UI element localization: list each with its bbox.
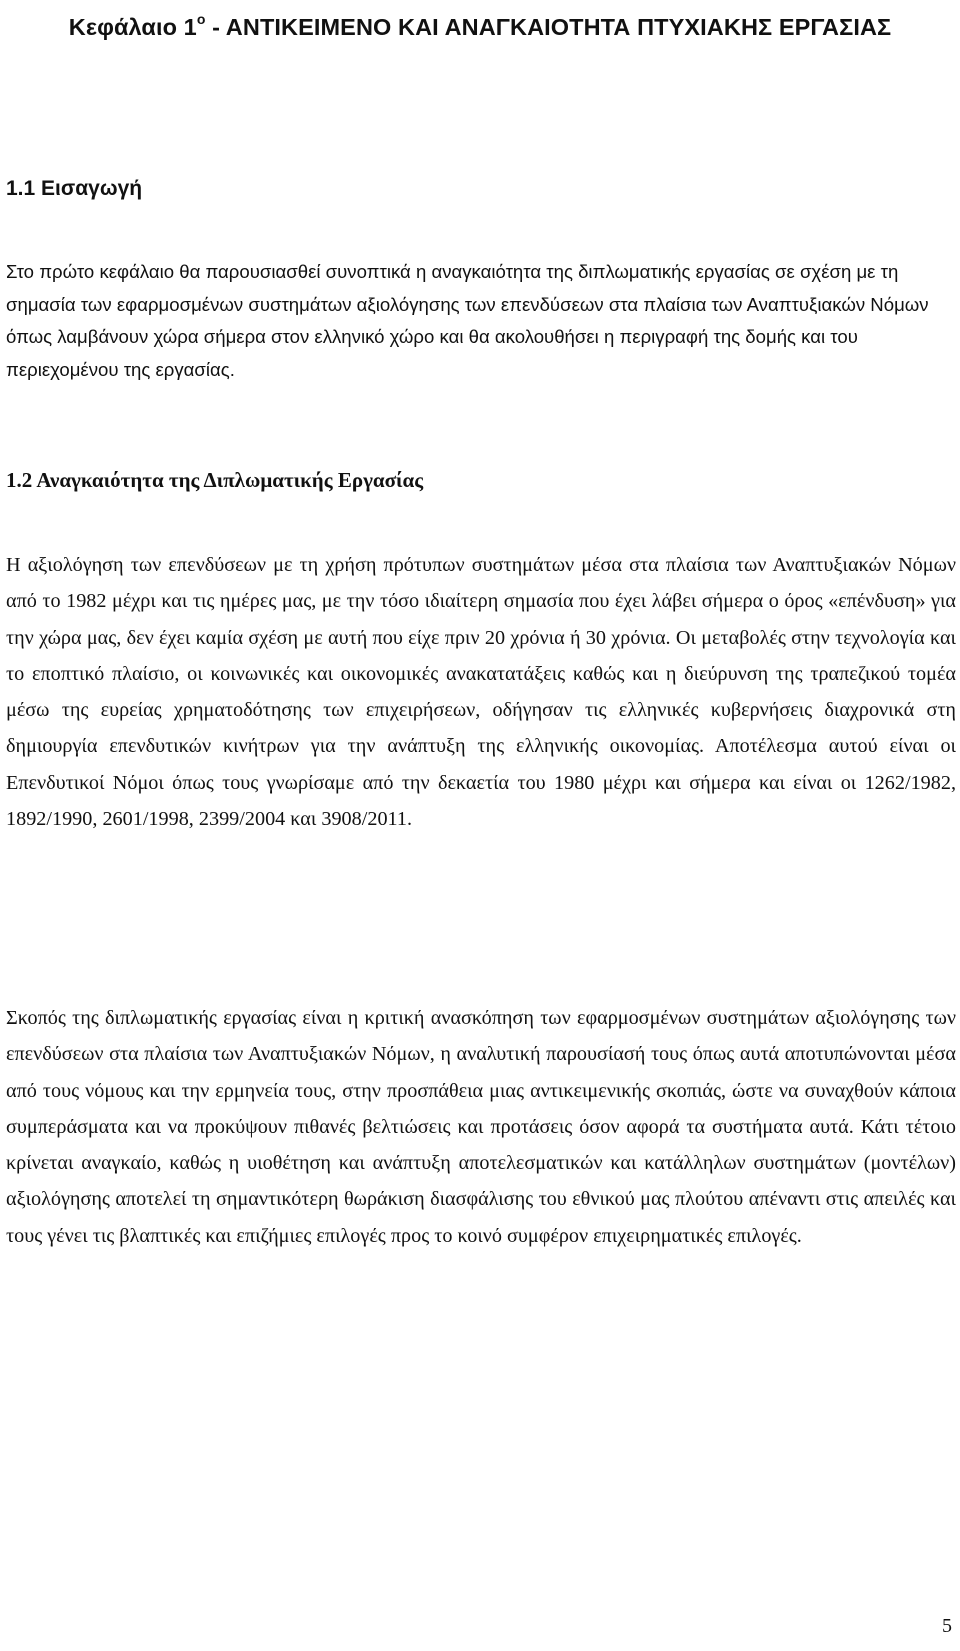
section-heading-necessity: 1.2 Αναγκαιότητα της Διπλωματικής Εργασίας [6,468,424,492]
chapter-title [6,2,954,52]
chapter-title-superscript: ο [196,11,206,27]
necessity-paragraph-2: Σκοπός της διπλωματικής εργασίας είναι η κριτική ανασκόπηση των εφαρμοσμένων συστημάτων αξιολόγησης των επενδύσεων στα πλαίσια των Αναπτυξιακών Νόμων, η αναλυτική παρουσίασή τους όπως αυτά αποτυπώνονται μέσα από τους νόμους και την ερμηνεία τους, στην προσπάθεια μιας αντικειμενικής σκοπιάς, ώστε να συναχθούν κάποια συμπεράσματα και να προκύψουν πιθανές βελτιώσεις και προτάσεις όσον αφορά τα συστήματα αυτά. Κάτι τέτοιο κρίνεται αναγκαίο, καθώς η υιοθέτηση και ανάπτυξη αποτελεσματικών και κατάλληλων συστημάτων (μοντέλων) αξιολόγησης αποτελεί τη σημαντικότερη θωράκιση διασφάλισης του εθνικού μας πλούτου απέναντι στις απειλές και τους γένει τις βλαπτικές και επιζήμιες επιλογές προς το κοινό συμφέρον επιχειρηματικές επιλογές. [6,1007,956,1247]
page-number: 5 [942,1615,952,1637]
chapter-title-prefix: Κεφάλαιο 1 [68,14,197,40]
section-heading-introduction: 1.1 Εισαγωγή [6,177,143,200]
chapter-title-main: - ΑΝΤΙΚΕΙΜΕΝΟ ΚΑΙ ΑΝΑΓΚΑΙΟΤΗΤΑ ΠΤΥΧΙΑΚΗΣ ΕΡΓΑΣΙΑΣ [205,14,892,40]
necessity-paragraph-1: Η αξιολόγηση των επενδύσεων με τη χρήση πρότυπων συστημάτων μέσα στα πλαίσια των Αναπτυξιακών Νόμων από το 1982 μέχρι και τις ημέρες μας, με την τόσο ιδιαίτερη σημασία που έχει λάβει σήμερα ο όρος «επένδυση» για την χώρα μας, δεν έχει καμία σχέση με αυτή που είχε πριν 20 χρόνια ή 30 χρόνια. Οι μεταβολές στην τεχνολογία και το εποπτικό πλαίσιο, οι κοινωνικές και οικονομικές ανακατατάξεις καθώς και η διεύρυνση της τραπεζικού τομέα μέσω της ευρείας χρηματοδότησης των επιχειρήσεων, οδήγησαν τις ελληνικές κυβερνήσεις διαχρονικά στη δημιουργία επενδυτικών κινήτρων για την ανάπτυξη της ελληνικής οικονομίας. Αποτέλεσμα αυτού είναι οι Επενδυτικοί Νόμοι όπως τους γνωρίσαμε από την δεκαετία του 1980 μέχρι και σήμερα και είναι οι 1262/1982, 1892/1990, 2601/1998, 2399/2004 και 3908/2011. [6,554,956,831]
introduction-paragraph: Στο πρώτο κεφάλαιο θα παρουσιασθεί συνοπτικά η αναγκαιότητα της διπλωματικής εργασίας σε σχέση με τη σημασία των εφαρμοσμένων συστημάτων αξιολόγησης των επενδύσεων στα πλαίσια των Αναπτυξιακών Νόμων όπως λαμβάνουν χώρα σήμερα στον ελληνικό χώρο και θα ακολουθήσει η περιγραφή της δομής και του περιεχομένου της εργασίας. [6,261,929,380]
